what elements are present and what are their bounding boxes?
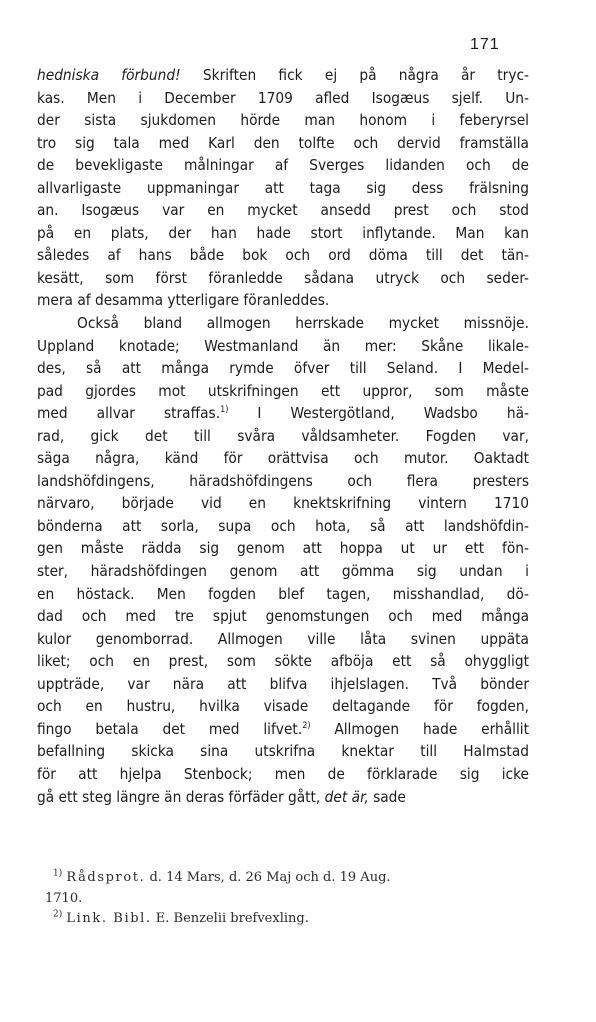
footnote-reference[interactable]: 1) xyxy=(220,405,229,416)
line-text: rad, gick det till svåra våldsamheter. Fogden var, xyxy=(37,426,529,445)
text-line xyxy=(37,132,529,155)
text-line xyxy=(37,583,529,606)
text-line xyxy=(37,289,529,312)
line-text: kesätt, som först föranledde sådana utryck och seder- xyxy=(37,268,529,287)
text-line xyxy=(37,154,529,177)
text-line xyxy=(37,335,529,358)
line-text: befallning skicka sina utskrifna knektar till Halmstad xyxy=(37,742,529,761)
line-text: således af hans både bok och ord döma till det tän- xyxy=(37,246,529,265)
text-line xyxy=(37,244,529,267)
footnote-marker: 1) xyxy=(53,868,63,879)
text-line xyxy=(37,492,529,515)
text-line xyxy=(37,87,529,110)
line-text: för att hjelpa Stenbock; men de förklarade sig icke xyxy=(37,764,529,783)
footnote-reference[interactable]: 2) xyxy=(302,720,311,731)
italic-text: det är, xyxy=(324,787,369,806)
text-line xyxy=(37,650,529,673)
footnote xyxy=(45,909,535,930)
line-text: der sista sjukdomen hörde man honom i feberyrsel xyxy=(37,111,529,130)
footnote-source: Rådsprot. xyxy=(66,870,146,885)
body-text xyxy=(37,64,529,808)
line-text: allvarligaste uppmaningar att taga sig dess frälsning xyxy=(37,178,529,197)
line-text: de bevekligaste målningar af Sverges lidanden och de xyxy=(37,156,529,175)
line-text: gå ett steg längre än deras förfäder gått, xyxy=(37,787,325,806)
text-line xyxy=(37,470,529,493)
footnote-text: E. Benzelii brefvexling. xyxy=(151,911,309,926)
line-text: Allmogen hade erhållit xyxy=(310,719,529,738)
text-line xyxy=(37,786,529,809)
text-line xyxy=(37,64,529,87)
footnote-continuation xyxy=(45,889,535,910)
line-text: Uppland knotade; Westmanland än mer: Skåne likale- xyxy=(37,336,529,355)
text-line xyxy=(37,695,529,718)
line-text: med allvar straffas. xyxy=(37,404,221,423)
line-text: ster, häradshöfdingen genom att gömma sig undan i xyxy=(37,562,529,581)
line-text: kulor genomborrad. Allmogen ville låta svinen uppäta xyxy=(37,629,529,648)
text-line xyxy=(37,718,529,741)
text-line xyxy=(37,740,529,763)
line-text: sade xyxy=(368,787,406,806)
line-text: uppträde, var nära att blifva ihjelslagen. Två bönder xyxy=(37,674,529,693)
text-line xyxy=(37,560,529,583)
text-line xyxy=(37,605,529,628)
line-text: på en plats, der han hade stort inflytande. Man kan xyxy=(37,223,529,242)
footnote-marker: 2) xyxy=(53,909,63,920)
footnote-text: 1710. xyxy=(45,890,83,906)
line-text: Också bland allmogen herrskade mycket missnöje. xyxy=(77,314,529,333)
line-text: liket; och en prest, som sökte afböja ett så ohyggligt xyxy=(37,652,529,671)
text-line xyxy=(37,673,529,696)
text-line xyxy=(37,380,529,403)
page-number: 171 xyxy=(470,36,500,53)
text-line xyxy=(37,267,529,290)
line-text: mera af desamma ytterligare föranleddes. xyxy=(37,291,330,310)
line-text: tro sig tala med Karl den tolfte och dervid framställa xyxy=(37,133,529,152)
line-text: fingo betala det med lifvet. xyxy=(37,719,303,738)
line-text: och en hustru, hvilka visade deltagande för fogden, xyxy=(37,697,529,716)
footnotes xyxy=(45,868,535,930)
text-line xyxy=(37,177,529,200)
italic-text: hedniska förbund! xyxy=(37,66,181,84)
line-text: pad gjordes mot utskrifningen ett uppror, som måste xyxy=(37,381,529,400)
line-text: bönderna att sorla, supa och hota, så att landshöfdin- xyxy=(37,516,529,535)
text-line xyxy=(37,628,529,651)
line-text: I Westergötland, Wadsbo hä- xyxy=(228,404,529,423)
text-line xyxy=(37,402,529,425)
line-text: landshöfdingens, häradshöfdingens och flera presters xyxy=(37,471,529,490)
text-line xyxy=(37,199,529,222)
footnote xyxy=(45,868,535,889)
text-line xyxy=(37,425,529,448)
text-line xyxy=(37,109,529,132)
line-text: kas. Men i December 1709 afled Isogæus sjelf. Un- xyxy=(37,88,529,107)
line-text: des, så att många rymde öfver till Seland. I Medel- xyxy=(37,359,529,378)
line-text: gen måste rädda sig genom att hoppa ut ur ett fön- xyxy=(37,539,529,558)
line-text: närvaro, började vid en knektskrifning vintern 1710 xyxy=(37,494,529,513)
text-line xyxy=(37,537,529,560)
text-line xyxy=(37,763,529,786)
line-text: säga några, känd för orättvisa och mutor. Oaktadt xyxy=(37,449,529,468)
line-text: en höstack. Men fogden blef tagen, misshandlad, dö- xyxy=(37,584,529,603)
footnote-text: d. 14 Mars, d. 26 Maj och d. 19 Aug. xyxy=(145,870,391,885)
line-text: dad och med tre spjut genomstungen och med många xyxy=(37,607,529,626)
text-line xyxy=(37,447,529,470)
line-text: Skriften fick ej på några år tryc- xyxy=(180,66,529,84)
text-line xyxy=(37,357,529,380)
text-line xyxy=(37,515,529,538)
text-line xyxy=(37,312,529,335)
text-line xyxy=(37,222,529,245)
footnote-source: Link. Bibl. xyxy=(66,911,152,926)
line-text: an. Isogæus var en mycket ansedd prest och stod xyxy=(37,201,529,220)
